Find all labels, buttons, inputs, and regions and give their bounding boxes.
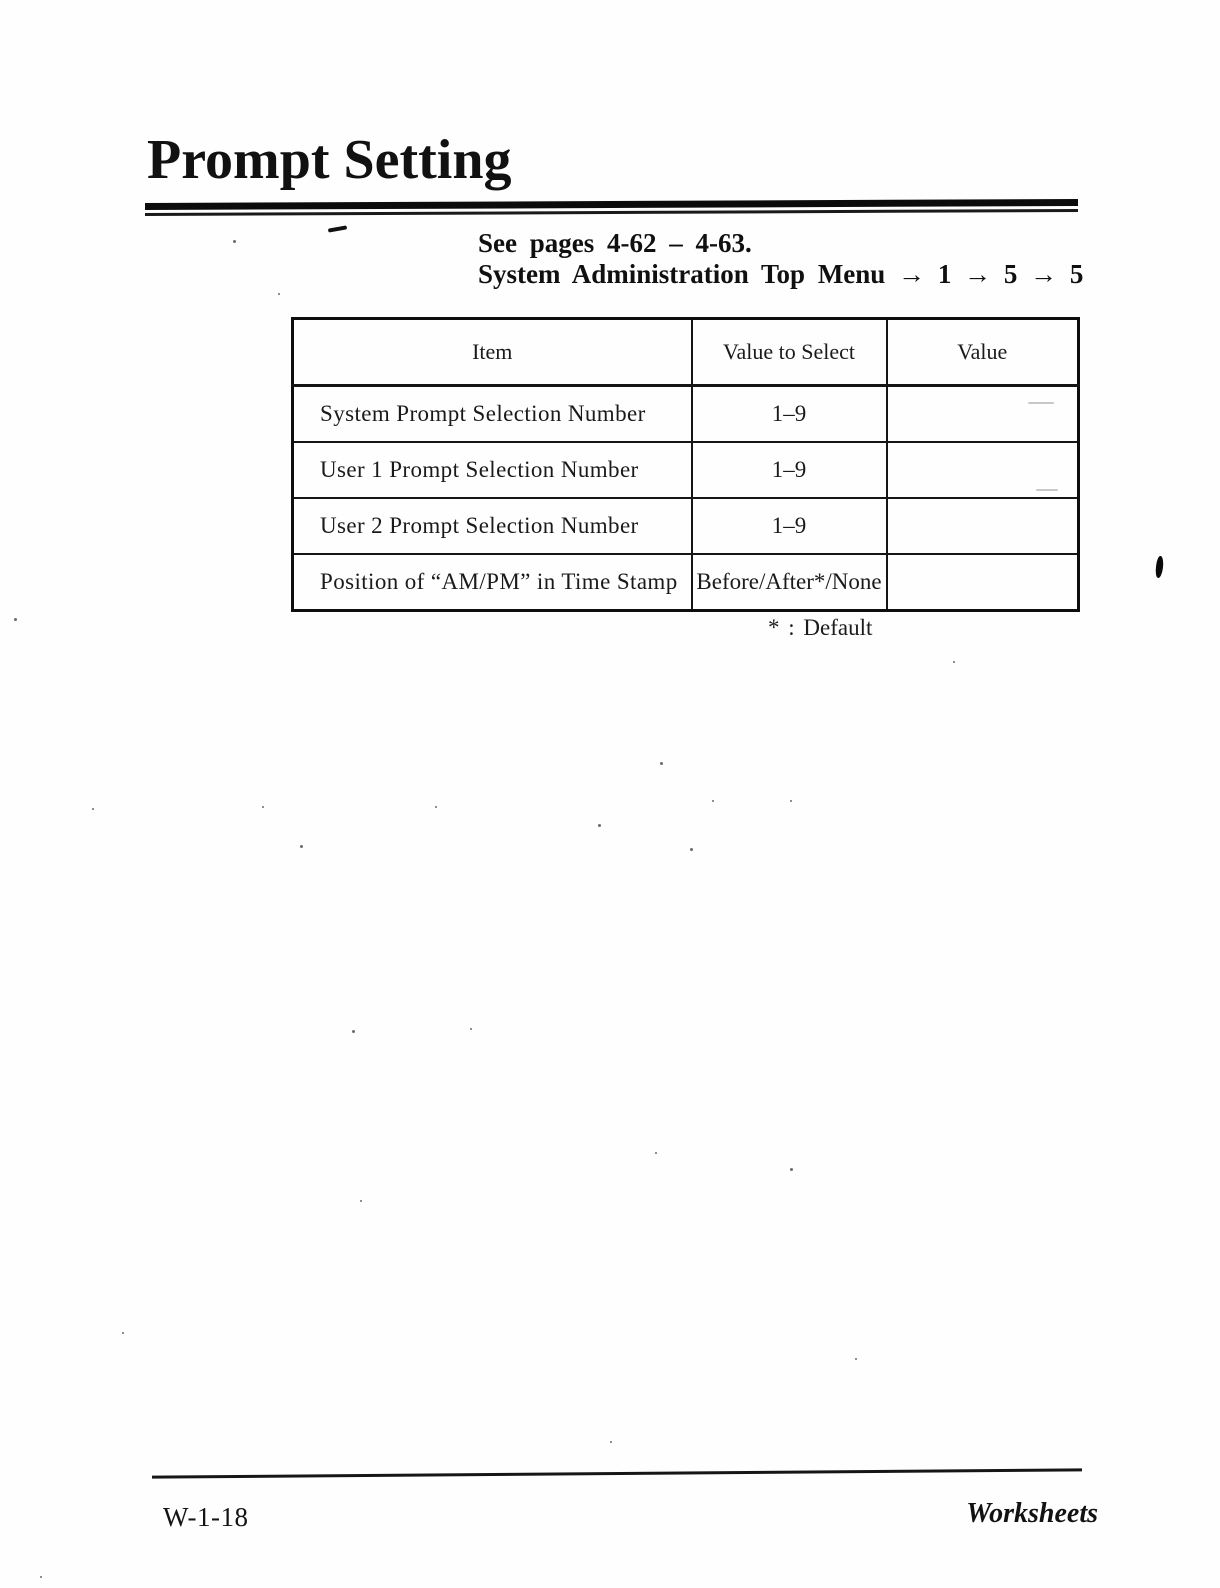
scan-speck [598, 824, 601, 827]
worksheet-table [291, 317, 1080, 612]
page-number: W-1-18 [163, 1502, 249, 1532]
scan-speck [660, 762, 663, 765]
footer-rule [152, 1468, 1082, 1478]
page-title: Prompt Setting [147, 129, 512, 191]
scan-speck [278, 293, 280, 295]
ink-mark [1155, 556, 1165, 579]
value-to-select-cell: 1–9 [692, 386, 887, 443]
value-to-select-cell: 1–9 [692, 442, 887, 498]
scan-speck [470, 1028, 472, 1030]
scan-speck [655, 1152, 657, 1154]
reference-pages-line: See pages 4-62 – 4-63. [478, 228, 752, 258]
value-cell-blank [887, 498, 1079, 554]
reference-block [478, 228, 1083, 290]
scan-speck [610, 1441, 612, 1443]
scan-speck [14, 618, 17, 621]
title-rule-thick [145, 199, 1078, 210]
scan-smudge [1036, 489, 1058, 491]
item-cell: User 1 Prompt Selection Number [293, 442, 692, 498]
scan-speck [435, 806, 437, 808]
scan-speck [40, 1576, 42, 1578]
value-cell-blank [887, 554, 1079, 611]
stray-dash-mark [328, 225, 347, 232]
column-header-value: Value [887, 319, 1079, 386]
table-row [293, 554, 1079, 611]
scan-speck [233, 240, 236, 243]
scan-speck [690, 848, 693, 851]
reference-menu-path-line: System Administration Top Menu → 1 → 5 → 5 [478, 259, 1084, 289]
table-header-row [293, 319, 1079, 386]
item-cell: Position of “AM/PM” in Time Stamp [293, 554, 692, 611]
column-header-item: Item [293, 319, 692, 386]
footer-section-label: Worksheets [966, 1498, 1098, 1529]
default-footnote: * : Default [768, 615, 873, 640]
scan-speck [790, 800, 792, 802]
item-cell: User 2 Prompt Selection Number [293, 498, 692, 554]
scan-speck [122, 1332, 124, 1334]
value-cell-blank [887, 386, 1079, 443]
table-row [293, 442, 1079, 498]
item-cell: System Prompt Selection Number [293, 386, 692, 443]
table-row [293, 386, 1079, 443]
scan-speck [790, 1168, 793, 1171]
value-to-select-cell: Before/After*/None [692, 554, 887, 611]
scan-speck [953, 661, 955, 663]
scan-speck [300, 845, 303, 848]
scan-speck [262, 806, 264, 808]
scan-speck [352, 1030, 355, 1033]
value-to-select-cell: 1–9 [692, 498, 887, 554]
scan-speck [855, 1358, 857, 1360]
scan-speck [360, 1200, 362, 1202]
column-header-value-to-select: Value to Select [692, 319, 887, 386]
title-rule-thin [145, 209, 1078, 216]
scan-speck [712, 800, 714, 802]
scan-smudge [1028, 402, 1054, 404]
table-row [293, 498, 1079, 554]
scan-speck [92, 808, 94, 810]
